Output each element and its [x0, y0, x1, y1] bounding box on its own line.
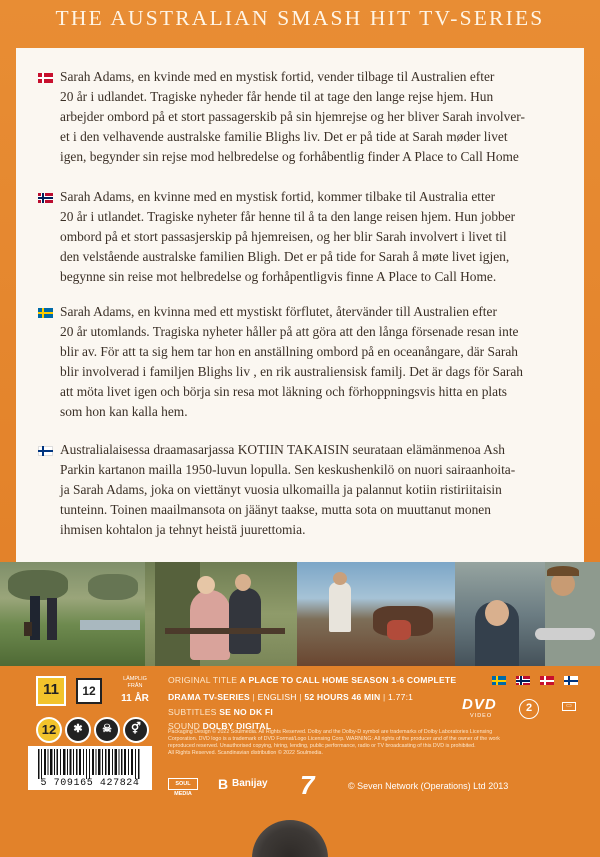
- swedish-flag-icon: [492, 676, 506, 685]
- photo-couple-field: [0, 562, 145, 666]
- legal-text: [168, 729, 580, 757]
- sound-value: DOLBY DIGITAL: [202, 721, 272, 731]
- text-line: blir involverad i familjen Blighs liv , en rik australiensisk familj. Det är dags för Sarah: [60, 364, 523, 379]
- barcode: [28, 746, 152, 790]
- dvd-logo: DVD: [462, 696, 497, 713]
- text-line: tunteinn. Toinen maailmansota on jäänyt taakse, mutta sota on muuttanut monen: [60, 502, 491, 517]
- text-line: ja Sarah Adams, joka on viettänyt vuosia ulkomailla ja palannut kotiin ristiriitaisin: [60, 482, 502, 497]
- violence-icon: ✱: [65, 717, 91, 743]
- original-title-label: ORIGINAL TITLE: [168, 675, 238, 685]
- text-line: igen, begynder sin rejse mod helbredelse og forhåbentlig finder A Place to Call Home: [60, 149, 519, 164]
- norwegian-flag-icon: [38, 193, 53, 203]
- header-title: THE AUSTRALIAN SMASH HIT TV-SERIES: [55, 6, 545, 30]
- legal-line: All Rights Reserved. Scandinavian distribution © 2022 Soulmedia.: [168, 750, 323, 756]
- danish-flag-icon: [540, 676, 554, 685]
- text-line: blir av. För att ta sig hem tar hon en anställning ombord på en oceanångare, där Sarah: [60, 344, 518, 359]
- copyright-text: © Seven Network (Operations) Ltd 2013: [348, 781, 509, 791]
- finnish-flag-icon: [564, 676, 578, 685]
- sex-icon: ⚥: [123, 717, 149, 743]
- channel-seven-logo: 7: [300, 770, 315, 800]
- synopsis-danish: [60, 67, 586, 167]
- dvd-video-label: VIDEO: [470, 713, 493, 719]
- photo-bench-couple: [145, 562, 297, 666]
- text-line: 20 år utomlands. Tragiska nyheter håller på att göra att den långa försenade resan inte: [60, 324, 519, 339]
- text-line: Sarah Adams, en kvinna med ett mystiskt förflutet, återvänder till Australien efter: [60, 304, 497, 319]
- text-line: Parkin kartanon mailla 1950-luvun lopulla. Sen keskushenkilö on nuori sairaanhoita-: [60, 462, 516, 477]
- subtitles-label: SUBTITLES: [168, 707, 217, 717]
- banijay-logo: Banijay: [232, 778, 268, 789]
- barcode-digits: 5 709165 427824: [40, 778, 140, 789]
- language: ENGLISH: [257, 692, 297, 702]
- original-title-value: A PLACE TO CALL HOME SEASON 1-6 COMPLETE: [239, 675, 457, 685]
- photo-strip: [0, 562, 600, 666]
- dk-rating-badge: 11: [36, 676, 66, 706]
- banijay-b-icon: B: [218, 776, 229, 792]
- photo-man-with-car: [455, 562, 600, 666]
- fi-rating-badge: 12: [36, 717, 62, 743]
- legal-line: reproduced reserved. Unauthorised copying, hiring, lending, public performance, radio or TV broadcasting of this DVD is prohibited.: [168, 743, 476, 749]
- aspect-ratio: 1.77:1: [388, 692, 414, 702]
- photo-farm-scene: [297, 562, 455, 666]
- synopsis-finnish: [60, 440, 586, 540]
- se-rating-age: 11 ÅR: [121, 693, 149, 704]
- danish-flag-icon: [38, 73, 53, 83]
- text-line: den velstående australske familien Bligh. Det er på tide for Sarah å møte livet igjen,: [60, 249, 510, 264]
- fear-icon: ☠: [94, 717, 120, 743]
- synopsis-panel: [16, 48, 584, 562]
- norwegian-flag-icon: [516, 676, 530, 685]
- soulmedia-logo: SOUL MEDIA: [168, 778, 198, 790]
- legal-line: Packaging Design © 2022 Soulmedia. All Rights Reserved. Dolby and the Dolby-D symbol are trademarks of Dolby Laboratories Licensing: [168, 729, 493, 735]
- text-line: 20 år i udlandet. Tragiske nyheder får hende til at tage den lange rejse hjem. Hun: [60, 89, 494, 104]
- text-line: Sarah Adams, en kvinde med en mystisk fortid, vender tilbage til Australien efter: [60, 69, 495, 84]
- text-line: et i den velhavende australske familie Blighs liv. Det er på tide at Sarah møder livet: [60, 129, 508, 144]
- subtitles-value: SE NO DK FI: [219, 707, 273, 717]
- text-line: ihmisen kohtalon ja tehnyt heistä juurettomia.: [60, 522, 306, 537]
- text-line: begynne sin reise mot helbredelse og forhåpentligvis finne A Place to Call Home.: [60, 269, 497, 284]
- legal-line: Corporation. DVD logo is a trademark of DVD Format/Logo Licensing Corp. WARNING: All rights of the producer and of the owner of the work: [168, 736, 500, 742]
- runtime: 52 HOURS 46 MIN: [304, 692, 381, 702]
- original-title-line: [168, 675, 456, 685]
- subtitles-line: [168, 707, 273, 717]
- genre: DRAMA TV-SERIES: [168, 692, 250, 702]
- dolby-icon: ▭: [562, 702, 576, 711]
- text-line: Australialaisessa draamasarjassa KOTIIN TAKAISIN seurataan elämänmenoa Ash: [60, 442, 505, 457]
- synopsis-norwegian: [60, 187, 586, 287]
- text-line: som hon kan kalla hem.: [60, 404, 188, 419]
- text-line: att möta livet igen och börja sin resa mot läkning och förhoppningsvis hitta en plats: [60, 384, 508, 399]
- sound-label: SOUND: [168, 721, 201, 731]
- no-rating-badge: 12: [76, 678, 102, 704]
- swedish-flag-icon: [38, 308, 53, 318]
- se-rating-label: LÄMPLIG FRÅN: [123, 676, 147, 689]
- text-line: arbejder ombord på et stort passagerskib på sin hjemrejse og her bliver Sarah involver-: [60, 109, 525, 124]
- format-info-line: DRAMA TV-SERIES | ENGLISH | 52 HOURS 46 MIN | 1.77:1: [168, 692, 414, 702]
- synopsis-swedish: [60, 302, 586, 422]
- region-icon: 2: [519, 699, 539, 719]
- text-line: 20 år i utlandet. Tragiske nyheter får henne til å ta den lange reisen hjem. Hun jobber: [60, 209, 516, 224]
- finnish-flag-icon: [38, 446, 53, 456]
- text-line: Sarah Adams, en kvinne med en mystisk fortid, kommer tilbake til Australia etter: [60, 189, 496, 204]
- text-line: ombord på et stort passasjerskip på hjemreisen, og her blir Sarah involvert i livet til: [60, 229, 507, 244]
